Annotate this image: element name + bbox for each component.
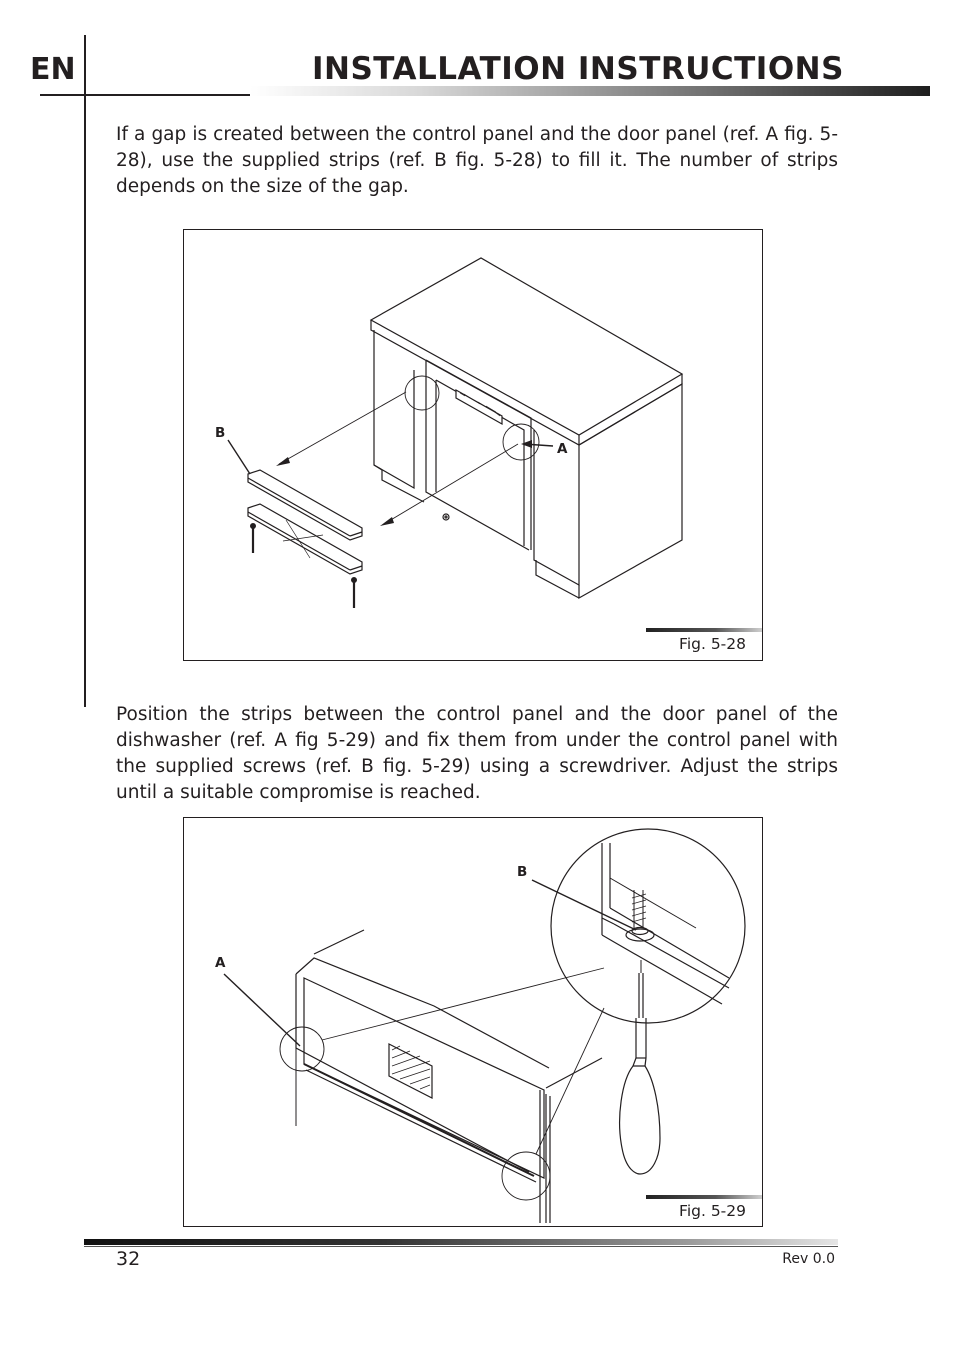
dishwasher-cabinet-drawing bbox=[184, 230, 762, 660]
figure-caption: Fig. 5-28 bbox=[679, 635, 746, 653]
figure-caption: Fig. 5-29 bbox=[679, 1202, 746, 1220]
figure-5-29 bbox=[183, 817, 763, 1227]
figure-5-28 bbox=[183, 229, 763, 661]
caption-bar bbox=[646, 628, 762, 632]
ref-label-a: A bbox=[215, 955, 226, 971]
instruction-paragraph-2: Position the strips between the control panel and the door panel of the dishwasher (ref. A fig 5-29) and fix them from under the control panel with the supplied screws (ref. B fig. 5-29) using a screwdriver. Adjust the strips until a suitable compromise is reached. bbox=[116, 704, 838, 803]
page-number: 32 bbox=[116, 1248, 141, 1270]
footer-rule bbox=[84, 1246, 838, 1247]
caption-bar bbox=[646, 1195, 762, 1199]
header-gradient-bar bbox=[250, 86, 930, 96]
language-code: EN bbox=[30, 52, 76, 87]
footer-gradient-bar bbox=[84, 1239, 838, 1245]
header-rule bbox=[40, 94, 250, 96]
page-title: INSTALLATION INSTRUCTIONS bbox=[312, 51, 844, 87]
strip-fixing-drawing bbox=[184, 818, 762, 1226]
ref-label-a: A bbox=[557, 441, 568, 457]
instruction-paragraph-1: If a gap is created between the control panel and the door panel (ref. A fig. 5-28), use the supplied strips (ref. B fig. 5-28) to fill it. The number of strips depends on the size of the gap. bbox=[116, 124, 838, 197]
ref-label-b: B bbox=[517, 864, 528, 880]
margin-rule bbox=[84, 35, 86, 707]
ref-label-b: B bbox=[215, 425, 226, 441]
revision-label: Rev 0.0 bbox=[782, 1251, 835, 1267]
